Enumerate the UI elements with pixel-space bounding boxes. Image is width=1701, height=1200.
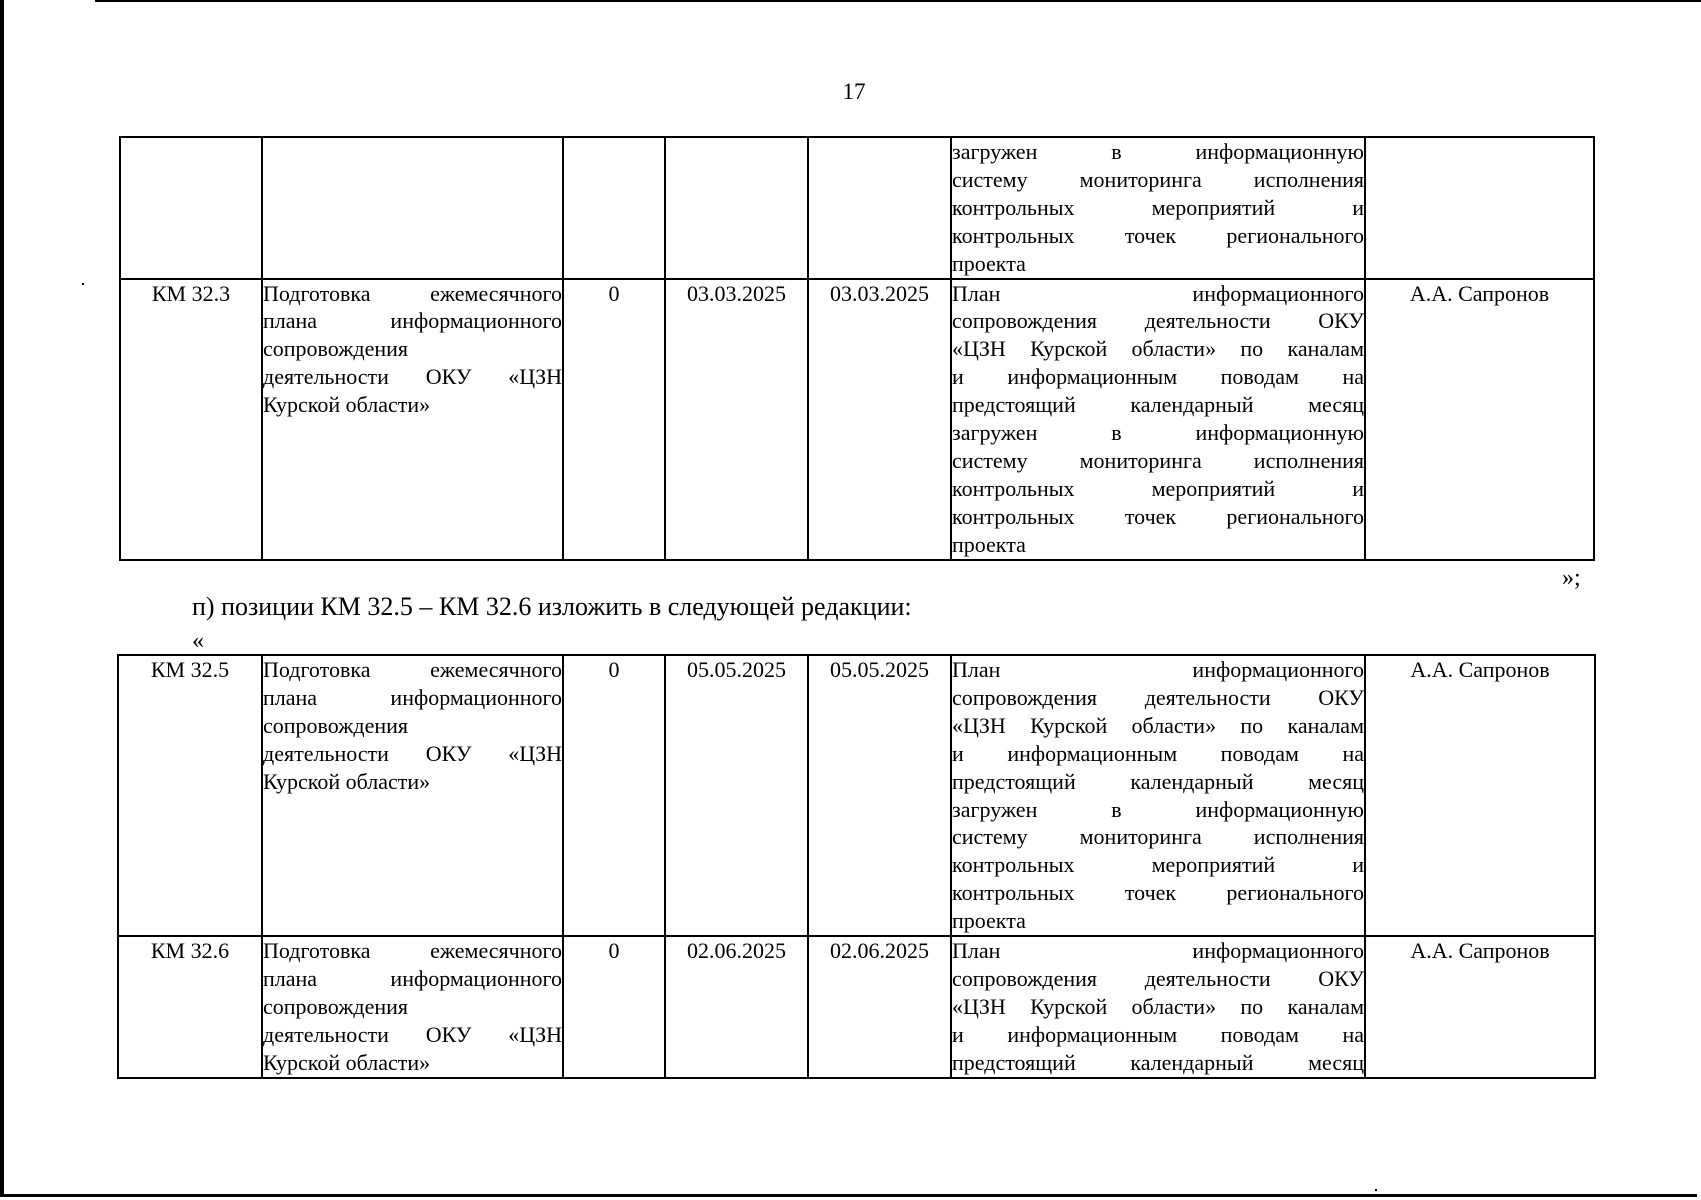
result-line: контрольных точек регионального: [952, 880, 1364, 906]
scan-speck: [1375, 1189, 1377, 1191]
result-line: «ЦЗН Курской области» по каналам: [952, 712, 1364, 738]
cell-result: [951, 279, 1365, 560]
result-line: систему мониторинга исполнения: [952, 447, 1364, 473]
table-row-km-32-6: [118, 936, 1595, 1078]
result-line: План информационного: [952, 938, 1364, 964]
cell-code: КМ 32.5: [118, 655, 262, 936]
result-line: загружен в информационную: [952, 139, 1364, 164]
cell-responsible: А.А. Сапронов: [1365, 279, 1594, 560]
name-line: сопровождения: [263, 712, 409, 738]
cell-responsible: А.А. Сапронов: [1365, 655, 1595, 936]
result-line: проекта: [952, 250, 1026, 276]
result-line: контрольных мероприятий и: [952, 852, 1364, 878]
name-line: Подготовка ежемесячного: [263, 938, 562, 964]
result-line: контрольных точек регионального: [952, 222, 1364, 248]
schedule-table-top: [119, 136, 1595, 561]
name-line: деятельности ОКУ «ЦЗН: [263, 740, 562, 766]
name-line: деятельности ОКУ «ЦЗН: [263, 364, 562, 390]
opening-quote: «: [192, 628, 204, 654]
amendment-instruction: п) позиции КМ 32.5 – КМ 32.6 изложить в следующей редакции:: [192, 592, 912, 621]
result-line: контрольных точек регионального: [952, 503, 1364, 529]
result-line: предстоящий календарный месяц: [952, 768, 1364, 794]
cell-name: [262, 655, 563, 936]
table-row-continuation: [120, 137, 1594, 279]
name-line: Подготовка ежемесячного: [263, 280, 562, 306]
name-line: Курской области»: [263, 768, 431, 794]
cell-result: [951, 137, 1365, 279]
cell-value: 0: [563, 655, 665, 936]
result-line: сопровождения деятельности ОКУ: [952, 308, 1364, 334]
name-line: Подготовка ежемесячного: [263, 657, 562, 682]
scan-speck: [82, 283, 84, 285]
cell-code-empty: [120, 137, 262, 279]
cell-date-start: 05.05.2025: [665, 655, 808, 936]
cell-date-start: 03.03.2025: [665, 279, 808, 560]
schedule-table-bottom: [117, 654, 1596, 1079]
cell-result: [951, 936, 1365, 1078]
result-line: и информационным поводам на: [952, 364, 1364, 390]
cell-responsible: А.А. Сапронов: [1365, 936, 1595, 1078]
cell-value: 0: [563, 279, 665, 560]
result-line: загружен в информационную: [952, 796, 1364, 822]
table-row-km-32-5: [118, 655, 1595, 936]
name-line: Курской области»: [263, 392, 431, 418]
result-line: сопровождения деятельности ОКУ: [952, 965, 1364, 991]
cell-code: КМ 32.3: [120, 279, 262, 560]
cell-name-empty: [262, 137, 563, 279]
table-row-km-32-3: [120, 279, 1594, 560]
cell-date-end-empty: [808, 137, 951, 279]
result-line: контрольных мероприятий и: [952, 194, 1364, 220]
result-line: проекта: [952, 908, 1026, 934]
name-line: плана информационного: [263, 965, 562, 991]
result-line: предстоящий календарный месяц: [952, 392, 1364, 418]
cell-date-end: 03.03.2025: [808, 279, 951, 560]
cell-name: [262, 936, 563, 1078]
cell-value: 0: [563, 936, 665, 1078]
name-line: плана информационного: [263, 308, 562, 334]
closing-quote: »;: [1562, 565, 1581, 591]
cell-name: [262, 279, 563, 560]
name-line: Курской области»: [263, 1049, 431, 1075]
cell-date-end: 02.06.2025: [808, 936, 951, 1078]
result-line: и информационным поводам на: [952, 740, 1364, 766]
result-line: «ЦЗН Курской области» по каналам: [952, 336, 1364, 362]
result-line: и информационным поводам на: [952, 1021, 1364, 1047]
result-line: загружен в информационную: [952, 420, 1364, 446]
name-line: сопровождения: [263, 993, 409, 1019]
result-line: сопровождения деятельности ОКУ: [952, 684, 1364, 710]
cell-result: [951, 655, 1365, 936]
result-line: проекта: [952, 531, 1026, 557]
name-line: деятельности ОКУ «ЦЗН: [263, 1021, 562, 1047]
name-line: сопровождения: [263, 336, 409, 362]
result-line: систему мониторинга исполнения: [952, 824, 1364, 850]
result-line: контрольных мероприятий и: [952, 475, 1364, 501]
page-number: 17: [842, 79, 866, 104]
result-line: План информационного: [952, 280, 1364, 306]
result-line: «ЦЗН Курской области» по каналам: [952, 993, 1364, 1019]
scan-top-edge-line: [95, 0, 1701, 2]
result-line: систему мониторинга исполнения: [952, 166, 1364, 192]
result-line: План информационного: [952, 657, 1364, 682]
cell-responsible-empty: [1365, 137, 1594, 279]
cell-date-start: 02.06.2025: [665, 936, 808, 1078]
cell-code: КМ 32.6: [118, 936, 262, 1078]
name-line: плана информационного: [263, 684, 562, 710]
cell-value-empty: [563, 137, 665, 279]
result-line: предстоящий календарный месяц: [952, 1049, 1364, 1075]
cell-date-end: 05.05.2025: [808, 655, 951, 936]
cell-date-start-empty: [665, 137, 808, 279]
